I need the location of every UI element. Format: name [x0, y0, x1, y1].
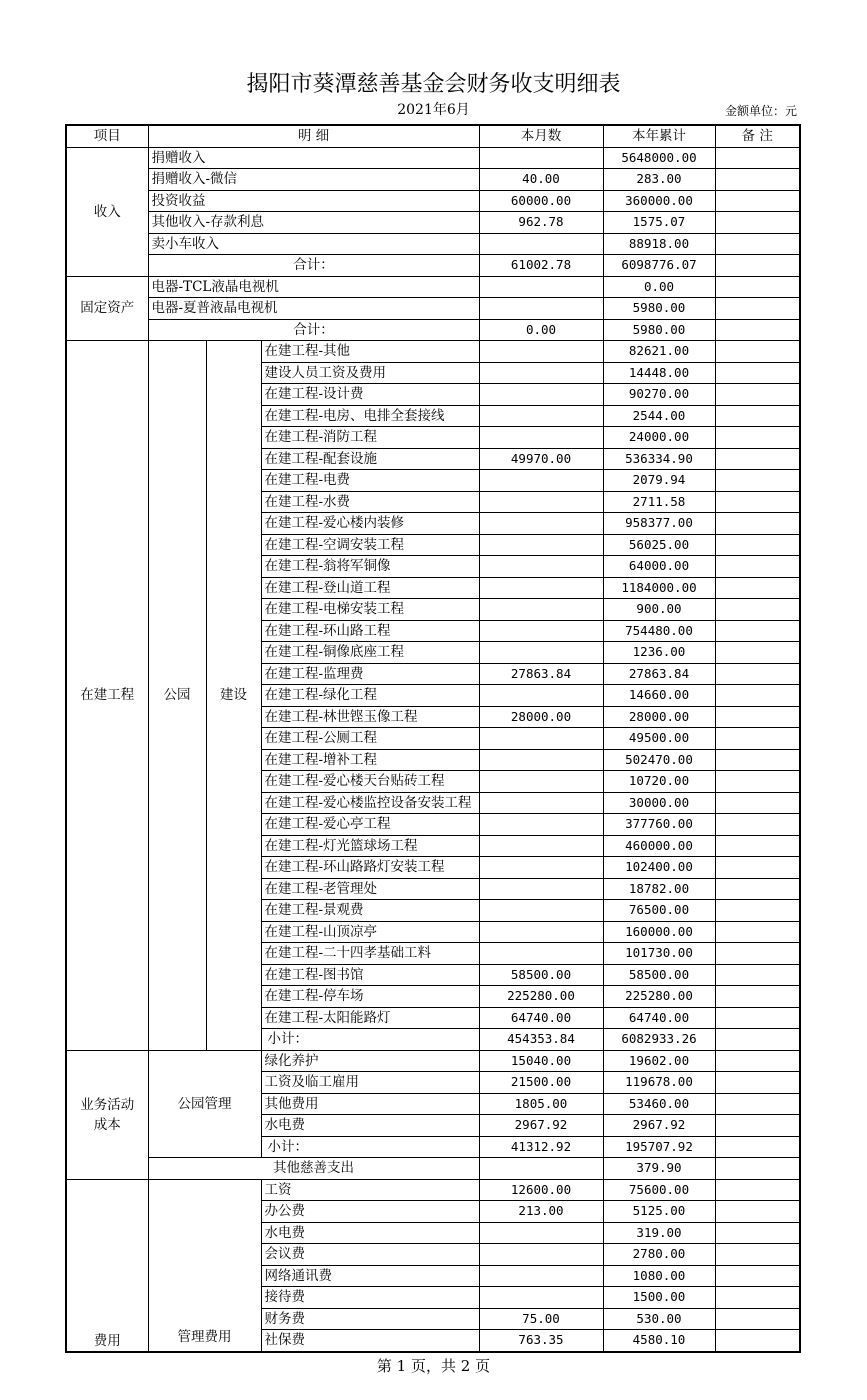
- table-row: [66, 1158, 800, 1180]
- ytd-amount: 958377.00: [603, 513, 715, 535]
- ytd-amount: 2544.00: [603, 405, 715, 427]
- detail-cell: 工资及临工雇用: [261, 1072, 479, 1094]
- month-amount: [479, 792, 603, 814]
- note-cell: [715, 405, 800, 427]
- month-amount: 0.00: [479, 319, 603, 341]
- ytd-amount: 379.90: [603, 1158, 715, 1180]
- note-cell: [715, 577, 800, 599]
- table-row: [66, 298, 800, 320]
- ytd-amount: 19602.00: [603, 1050, 715, 1072]
- note-cell: [715, 1007, 800, 1029]
- note-cell: [715, 685, 800, 707]
- note-cell: [715, 1072, 800, 1094]
- detail-cell: 在建工程-电房、电排全套接线: [261, 405, 479, 427]
- month-amount: [479, 556, 603, 578]
- ytd-amount: 27863.84: [603, 663, 715, 685]
- month-amount: [479, 921, 603, 943]
- month-amount: 64740.00: [479, 1007, 603, 1029]
- note-cell: [715, 212, 800, 234]
- note-cell: [715, 1222, 800, 1244]
- detail-cell: 在建工程-电费: [261, 470, 479, 492]
- ytd-amount: 6098776.07: [603, 255, 715, 277]
- month-amount: [479, 900, 603, 922]
- note-cell: [715, 341, 800, 363]
- table-row: [66, 341, 800, 363]
- note-cell: [715, 1330, 800, 1352]
- note-cell: [715, 1115, 800, 1137]
- business-subtotal-label: 小计：: [261, 1136, 479, 1158]
- month-amount: 225280.00: [479, 986, 603, 1008]
- ytd-amount: 1500.00: [603, 1287, 715, 1309]
- detail-cell: 在建工程-绿化工程: [261, 685, 479, 707]
- month-amount: 962.78: [479, 212, 603, 234]
- detail-cell: 在建工程-图书馆: [261, 964, 479, 986]
- note-cell: [715, 1029, 800, 1051]
- construction-subtotal-label: 小计：: [261, 1029, 479, 1051]
- category-business-cost: 业务活动成本: [66, 1050, 148, 1179]
- month-amount: 12600.00: [479, 1179, 603, 1201]
- month-amount: [479, 427, 603, 449]
- note-cell: [715, 835, 800, 857]
- ytd-amount: 2967.92: [603, 1115, 715, 1137]
- note-cell: [715, 362, 800, 384]
- ytd-amount: 1236.00: [603, 642, 715, 664]
- detail-cell: 在建工程-增补工程: [261, 749, 479, 771]
- ytd-amount: 102400.00: [603, 857, 715, 879]
- ytd-amount: 24000.00: [603, 427, 715, 449]
- month-amount: 58500.00: [479, 964, 603, 986]
- ytd-amount: 28000.00: [603, 706, 715, 728]
- note-cell: [715, 642, 800, 664]
- detail-cell: 办公费: [261, 1201, 479, 1223]
- month-amount: [479, 771, 603, 793]
- month-amount: [479, 147, 603, 169]
- ytd-amount: 754480.00: [603, 620, 715, 642]
- detail-cell: 投资收益: [148, 190, 479, 212]
- ytd-amount: 1575.07: [603, 212, 715, 234]
- month-amount: 27863.84: [479, 663, 603, 685]
- month-amount: 213.00: [479, 1201, 603, 1223]
- note-cell: [715, 599, 800, 621]
- month-amount: 454353.84: [479, 1029, 603, 1051]
- detail-cell: 在建工程-其他: [261, 341, 479, 363]
- detail-cell: 水电费: [261, 1222, 479, 1244]
- note-cell: [715, 620, 800, 642]
- ytd-amount: 460000.00: [603, 835, 715, 857]
- ytd-amount: 900.00: [603, 599, 715, 621]
- ytd-amount: 58500.00: [603, 964, 715, 986]
- note-cell: [715, 1308, 800, 1330]
- subcategory-management-fees: 管理费用: [148, 1179, 261, 1352]
- ytd-amount: 360000.00: [603, 190, 715, 212]
- detail-cell: 在建工程-电梯安装工程: [261, 599, 479, 621]
- detail-cell: 网络通讯费: [261, 1265, 479, 1287]
- ytd-amount: 10720.00: [603, 771, 715, 793]
- detail-cell: 在建工程-水费: [261, 491, 479, 513]
- note-cell: [715, 728, 800, 750]
- month-amount: 2967.92: [479, 1115, 603, 1137]
- ytd-amount: 1184000.00: [603, 577, 715, 599]
- month-amount: [479, 491, 603, 513]
- ytd-amount: 225280.00: [603, 986, 715, 1008]
- note-cell: [715, 943, 800, 965]
- report-title: 揭阳市葵潭慈善基金会财务收支明细表: [246, 72, 621, 97]
- detail-cell: 在建工程-环山路工程: [261, 620, 479, 642]
- month-amount: [479, 276, 603, 298]
- month-amount: 49970.00: [479, 448, 603, 470]
- month-amount: [479, 470, 603, 492]
- report-date: 2021年6月: [397, 102, 470, 118]
- header-month: 本月数: [479, 125, 603, 147]
- month-amount: 28000.00: [479, 706, 603, 728]
- ytd-amount: 5980.00: [603, 298, 715, 320]
- month-amount: [479, 534, 603, 556]
- detail-cell: 在建工程-爱心楼内装修: [261, 513, 479, 535]
- ledger-table: [65, 124, 801, 1353]
- detail-cell: 在建工程-山顶凉亭: [261, 921, 479, 943]
- detail-cell: 在建工程-景观费: [261, 900, 479, 922]
- note-cell: [715, 147, 800, 169]
- note-cell: [715, 513, 800, 535]
- detail-cell: 其他收入-存款利息: [148, 212, 479, 234]
- month-amount: [479, 1222, 603, 1244]
- detail-cell: 在建工程-消防工程: [261, 427, 479, 449]
- month-amount: [479, 620, 603, 642]
- ytd-amount: 76500.00: [603, 900, 715, 922]
- ytd-amount: 53460.00: [603, 1093, 715, 1115]
- detail-cell: 在建工程-铜像底座工程: [261, 642, 479, 664]
- header-row: [66, 125, 800, 147]
- detail-cell: 在建工程-配套设施: [261, 448, 479, 470]
- detail-cell: 在建工程-林世铿玉像工程: [261, 706, 479, 728]
- note-cell: [715, 986, 800, 1008]
- category-expenses: 费用: [66, 1179, 148, 1352]
- ytd-amount: 2780.00: [603, 1244, 715, 1266]
- month-amount: [479, 362, 603, 384]
- note-cell: [715, 534, 800, 556]
- detail-cell: 社保费: [261, 1330, 479, 1352]
- detail-cell: 在建工程-设计费: [261, 384, 479, 406]
- detail-cell: 财务费: [261, 1308, 479, 1330]
- subcategory-build: 建设: [206, 341, 261, 1051]
- detail-cell: 建设人员工资及费用: [261, 362, 479, 384]
- note-cell: [715, 878, 800, 900]
- month-amount: 763.35: [479, 1330, 603, 1352]
- detail-cell: 在建工程-空调安装工程: [261, 534, 479, 556]
- income-total-label: 合计：: [148, 255, 479, 277]
- month-amount: [479, 513, 603, 535]
- subcategory-park: 公园: [148, 341, 206, 1051]
- month-amount: [479, 1287, 603, 1309]
- note-cell: [715, 857, 800, 879]
- month-amount: [479, 835, 603, 857]
- ytd-amount: 30000.00: [603, 792, 715, 814]
- month-amount: [479, 341, 603, 363]
- note-cell: [715, 964, 800, 986]
- ytd-amount: 101730.00: [603, 943, 715, 965]
- month-amount: [479, 749, 603, 771]
- ytd-amount: 119678.00: [603, 1072, 715, 1094]
- month-amount: [479, 857, 603, 879]
- ytd-amount: 319.00: [603, 1222, 715, 1244]
- detail-cell: 水电费: [261, 1115, 479, 1137]
- month-amount: 75.00: [479, 1308, 603, 1330]
- note-cell: [715, 1093, 800, 1115]
- detail-cell: 在建工程-爱心楼天台贴砖工程: [261, 771, 479, 793]
- month-amount: [479, 577, 603, 599]
- table-row: [66, 212, 800, 234]
- note-cell: [715, 427, 800, 449]
- note-cell: [715, 1136, 800, 1158]
- detail-cell: 会议费: [261, 1244, 479, 1266]
- detail-cell: 接待费: [261, 1287, 479, 1309]
- month-amount: 1805.00: [479, 1093, 603, 1115]
- ytd-amount: 5648000.00: [603, 147, 715, 169]
- detail-cell: 在建工程-登山道工程: [261, 577, 479, 599]
- table-row: [66, 147, 800, 169]
- ytd-amount: 88918.00: [603, 233, 715, 255]
- detail-cell: 卖小车收入: [148, 233, 479, 255]
- ytd-amount: 14448.00: [603, 362, 715, 384]
- detail-cell: 在建工程-爱心楼监控设备安装工程: [261, 792, 479, 814]
- ytd-amount: 82621.00: [603, 341, 715, 363]
- ytd-amount: 64000.00: [603, 556, 715, 578]
- ytd-amount: 90270.00: [603, 384, 715, 406]
- unit-note: 金额单位：元: [724, 104, 797, 118]
- month-amount: [479, 1244, 603, 1266]
- month-amount: [479, 1265, 603, 1287]
- detail-cell: 电器-夏普液晶电视机: [148, 298, 479, 320]
- detail-cell: 在建工程-翁将军铜像: [261, 556, 479, 578]
- category-fixed-assets: 固定资产: [66, 276, 148, 341]
- ledger-body: [66, 147, 800, 1352]
- category-construction: 在建工程: [66, 341, 148, 1051]
- ytd-amount: 5125.00: [603, 1201, 715, 1223]
- detail-cell: 在建工程-二十四孝基础工料: [261, 943, 479, 965]
- detail-cell: 在建工程-爱心亭工程: [261, 814, 479, 836]
- month-amount: 21500.00: [479, 1072, 603, 1094]
- header-item: 项目: [66, 125, 148, 147]
- category-income: 收入: [66, 147, 148, 276]
- note-cell: [715, 1244, 800, 1266]
- note-cell: [715, 771, 800, 793]
- subcategory-park-management: 公园管理: [148, 1050, 261, 1158]
- ytd-amount: 4580.10: [603, 1330, 715, 1352]
- month-amount: [479, 1158, 603, 1180]
- table-row: [66, 169, 800, 191]
- ytd-amount: 18782.00: [603, 878, 715, 900]
- note-cell: [715, 255, 800, 277]
- note-cell: [715, 556, 800, 578]
- ytd-amount: 64740.00: [603, 1007, 715, 1029]
- month-amount: [479, 384, 603, 406]
- note-cell: [715, 814, 800, 836]
- note-cell: [715, 706, 800, 728]
- note-cell: [715, 792, 800, 814]
- detail-cell: 在建工程-灯光篮球场工程: [261, 835, 479, 857]
- detail-cell: 捐赠收入: [148, 147, 479, 169]
- ytd-amount: 56025.00: [603, 534, 715, 556]
- month-amount: [479, 685, 603, 707]
- table-row: [66, 1050, 800, 1072]
- table-row: [66, 190, 800, 212]
- ytd-amount: 2079.94: [603, 470, 715, 492]
- note-cell: [715, 1265, 800, 1287]
- month-amount: [479, 599, 603, 621]
- note-cell: [715, 1050, 800, 1072]
- ytd-amount: 0.00: [603, 276, 715, 298]
- note-cell: [715, 900, 800, 922]
- note-cell: [715, 233, 800, 255]
- note-cell: [715, 190, 800, 212]
- month-amount: 40.00: [479, 169, 603, 191]
- note-cell: [715, 663, 800, 685]
- ytd-amount: 377760.00: [603, 814, 715, 836]
- ytd-amount: 502470.00: [603, 749, 715, 771]
- page-footer: 第 1 页，共 2 页: [376, 1357, 491, 1375]
- detail-cell: 在建工程-公厕工程: [261, 728, 479, 750]
- ytd-amount: 160000.00: [603, 921, 715, 943]
- month-amount: [479, 878, 603, 900]
- detail-cell: 工资: [261, 1179, 479, 1201]
- note-cell: [715, 1287, 800, 1309]
- header-ytd: 本年累计: [603, 125, 715, 147]
- month-amount: [479, 298, 603, 320]
- month-amount: [479, 405, 603, 427]
- note-cell: [715, 470, 800, 492]
- header-detail: 明 细: [148, 125, 479, 147]
- detail-cell: 其他费用: [261, 1093, 479, 1115]
- detail-cell: 在建工程-监理费: [261, 663, 479, 685]
- note-cell: [715, 276, 800, 298]
- table-row: [66, 1179, 800, 1201]
- note-cell: [715, 749, 800, 771]
- table-row: [66, 233, 800, 255]
- month-amount: [479, 814, 603, 836]
- month-amount: [479, 728, 603, 750]
- note-cell: [715, 1179, 800, 1201]
- month-amount: [479, 233, 603, 255]
- month-amount: 60000.00: [479, 190, 603, 212]
- ytd-amount: 14660.00: [603, 685, 715, 707]
- detail-cell: 捐赠收入-微信: [148, 169, 479, 191]
- note-cell: [715, 921, 800, 943]
- ytd-amount: 283.00: [603, 169, 715, 191]
- ytd-amount: 6082933.26: [603, 1029, 715, 1051]
- detail-cell: 在建工程-停车场: [261, 986, 479, 1008]
- note-cell: [715, 1201, 800, 1223]
- table-row: [66, 276, 800, 298]
- note-cell: [715, 298, 800, 320]
- month-amount: 41312.92: [479, 1136, 603, 1158]
- ytd-amount: 2711.58: [603, 491, 715, 513]
- detail-cell: 在建工程-老管理处: [261, 878, 479, 900]
- detail-cell: 在建工程-太阳能路灯: [261, 1007, 479, 1029]
- ytd-amount: 5980.00: [603, 319, 715, 341]
- month-amount: 61002.78: [479, 255, 603, 277]
- ytd-amount: 195707.92: [603, 1136, 715, 1158]
- ytd-amount: 530.00: [603, 1308, 715, 1330]
- fixed-assets-total-label: 合计：: [148, 319, 479, 341]
- ytd-amount: 49500.00: [603, 728, 715, 750]
- total-row: [66, 255, 800, 277]
- note-cell: [715, 319, 800, 341]
- detail-cell: 在建工程-环山路路灯安装工程: [261, 857, 479, 879]
- ytd-amount: 536334.90: [603, 448, 715, 470]
- month-amount: 15040.00: [479, 1050, 603, 1072]
- detail-cell: 绿化养护: [261, 1050, 479, 1072]
- other-charity-label: 其他慈善支出: [148, 1158, 479, 1180]
- header-note: 备 注: [715, 125, 800, 147]
- ytd-amount: 75600.00: [603, 1179, 715, 1201]
- note-cell: [715, 169, 800, 191]
- month-amount: [479, 943, 603, 965]
- note-cell: [715, 448, 800, 470]
- detail-cell: 电器-TCL液晶电视机: [148, 276, 479, 298]
- month-amount: [479, 642, 603, 664]
- note-cell: [715, 384, 800, 406]
- ytd-amount: 1080.00: [603, 1265, 715, 1287]
- note-cell: [715, 1158, 800, 1180]
- note-cell: [715, 491, 800, 513]
- total-row: [66, 319, 800, 341]
